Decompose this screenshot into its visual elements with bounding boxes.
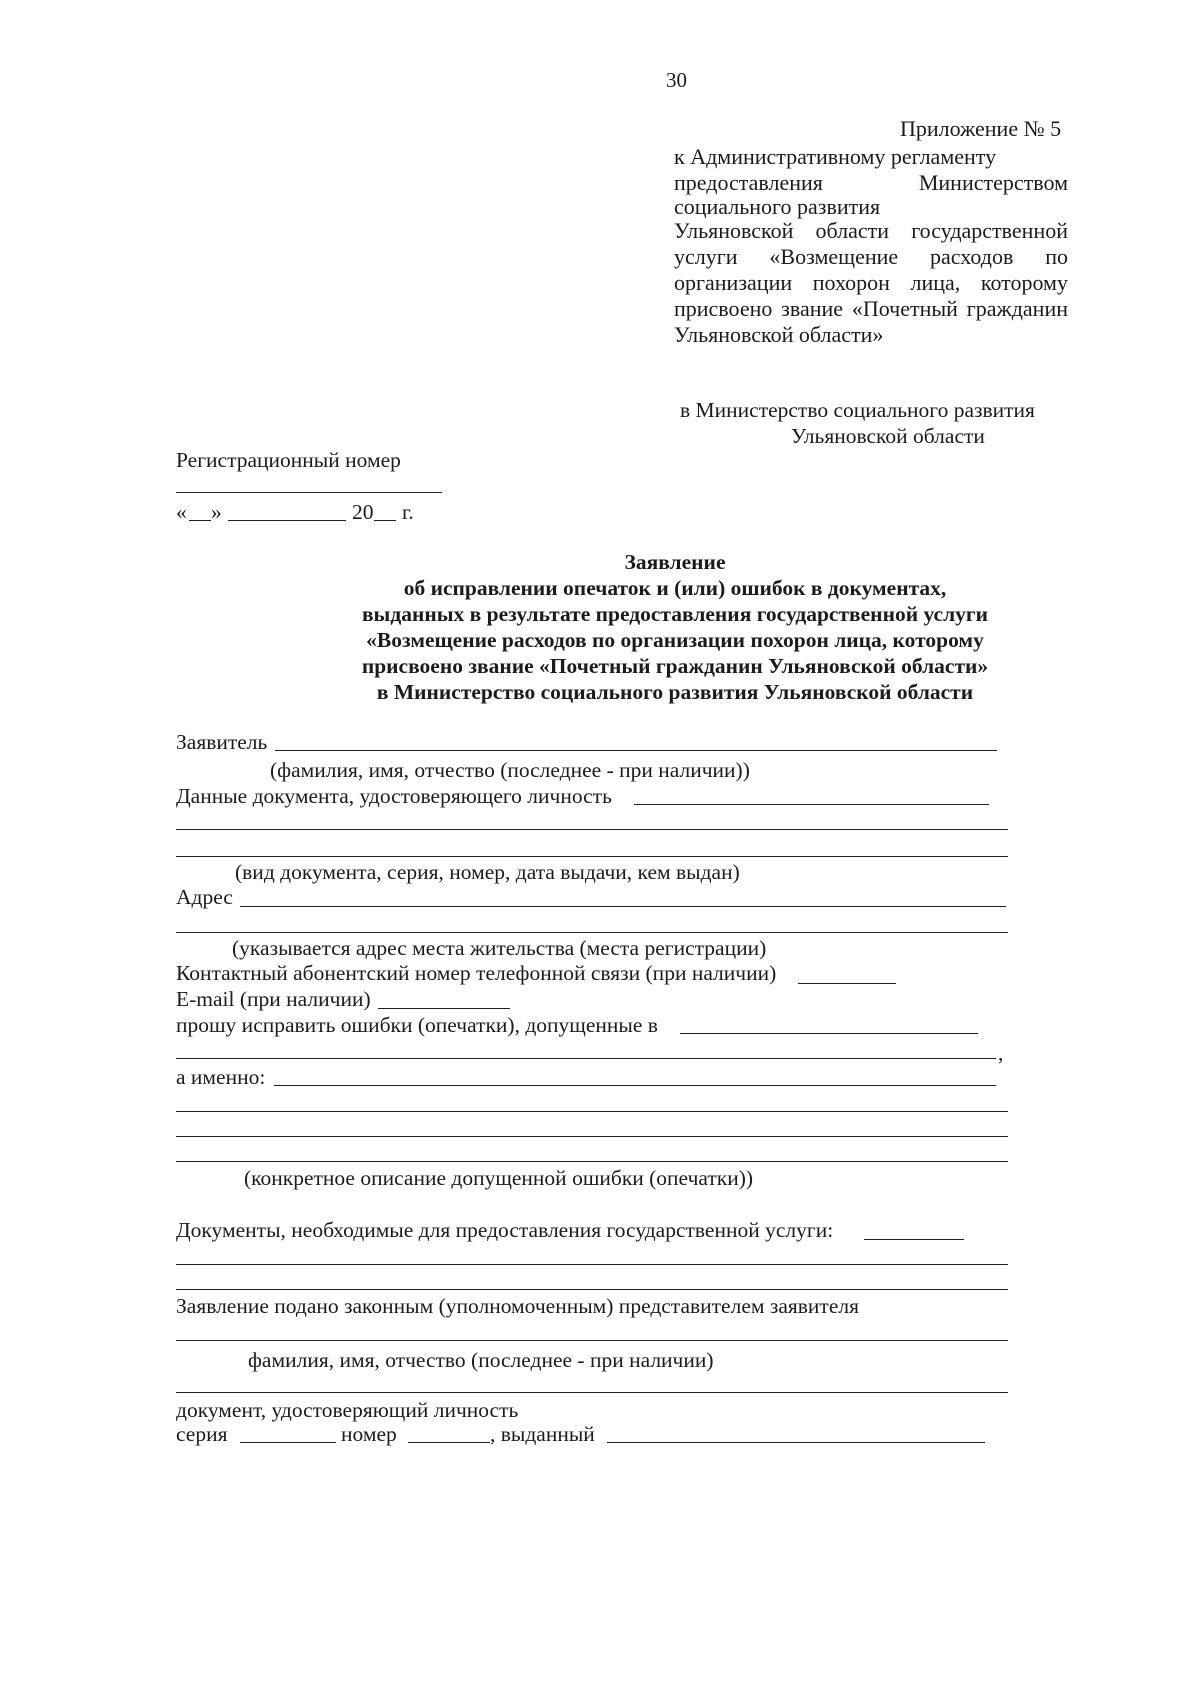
document-subtitle-line: в Министерство социального развития Ульяновской области	[376, 680, 974, 704]
documents-field[interactable]	[864, 1239, 964, 1240]
email-field[interactable]	[378, 1008, 510, 1009]
namely-field-line[interactable]	[176, 1161, 1008, 1162]
date-year-field[interactable]	[374, 520, 396, 521]
correction-label: прошу исправить ошибки (опечатки), допущенные в	[176, 1013, 658, 1037]
document-subtitle-line: присвоено звание «Почетный гражданин Ульяновской области»	[361, 654, 989, 678]
number-label: номер	[341, 1422, 397, 1446]
address-field[interactable]	[240, 906, 1006, 907]
address-label: Адрес	[176, 885, 233, 909]
document-subtitle-line: об исправлении опечаток и (или) ошибок в документах,	[403, 576, 947, 600]
phone-field[interactable]	[798, 983, 896, 984]
applicant-hint: (фамилия, имя, отчество (последнее - при наличии))	[270, 758, 750, 782]
id-doc-label: Данные документа, удостоверяющего личность	[176, 784, 612, 808]
appendix-title: Приложение № 5	[900, 116, 1062, 141]
document-title: Заявление	[624, 550, 726, 574]
email-label: E-mail (при наличии)	[176, 987, 371, 1011]
correction-doc-field-line[interactable]	[176, 1058, 996, 1059]
representative-name-field[interactable]	[176, 1340, 1008, 1341]
date-open-quote: «	[176, 500, 187, 524]
rep-id-doc-label: документ, удостоверяющий личность	[176, 1398, 519, 1422]
namely-field-line[interactable]	[176, 1111, 1008, 1112]
documents-field-line[interactable]	[176, 1289, 1008, 1290]
namely-label: а именно:	[176, 1065, 266, 1089]
document-subtitle-line: «Возмещение расходов по организации похорон лица, которому	[366, 628, 984, 652]
series-label: серия	[176, 1422, 228, 1446]
id-doc-hint: (вид документа, серия, номер, дата выдачи, кем выдан)	[235, 860, 740, 884]
addressee-line1: в Министерство социального развития	[680, 398, 1035, 422]
phone-label: Контактный абонентский номер телефонной связи (при наличии)	[176, 961, 777, 985]
error-hint: (конкретное описание допущенной ошибки (опечатки))	[244, 1166, 754, 1190]
address-field-line[interactable]	[176, 932, 1008, 933]
issued-by-field[interactable]	[607, 1442, 985, 1443]
appendix-line: услуги «Возмещение расходов по	[674, 244, 1068, 269]
date-close-quote: »	[211, 500, 222, 524]
address-hint: (указывается адрес места жительства (места регистрации)	[232, 936, 767, 960]
namely-field[interactable]	[274, 1085, 996, 1086]
documents-label: Документы, необходимые для предоставления государственной услуги:	[176, 1218, 834, 1242]
registration-number-field[interactable]	[176, 492, 442, 493]
appendix-line: социального развития	[674, 194, 881, 219]
registration-label: Регистрационный номер	[176, 448, 401, 472]
id-doc-field-line[interactable]	[176, 829, 1008, 830]
id-doc-field[interactable]	[634, 804, 989, 805]
appendix-line: присвоено звание «Почетный гражданин	[674, 296, 1068, 321]
addressee-line2: Ульяновской области	[791, 424, 985, 448]
applicant-field[interactable]	[275, 750, 997, 751]
correction-doc-field[interactable]	[680, 1033, 978, 1034]
issued-label: , выданный	[490, 1422, 595, 1446]
appendix-line: Ульяновской области»	[674, 322, 884, 347]
representative-label: Заявление подано законным (уполномоченным) представителем заявителя	[176, 1294, 859, 1318]
document-subtitle-line: выданных в результате предоставления государственной услуги	[361, 602, 989, 626]
applicant-label: Заявитель	[176, 730, 268, 754]
appendix-line: организации похорон лица, которому	[674, 270, 1068, 295]
id-doc-field-line[interactable]	[176, 856, 1008, 857]
representative-hint: фамилия, имя, отчество (последнее - при наличии)	[248, 1348, 714, 1372]
date-day-field[interactable]	[189, 520, 211, 521]
trailing-comma: ,	[998, 1041, 1004, 1065]
namely-field-line[interactable]	[176, 1136, 1008, 1137]
documents-field-line[interactable]	[176, 1264, 1008, 1265]
date-month-field[interactable]	[228, 520, 346, 521]
page-number: 30	[666, 68, 687, 92]
date-year-suffix: г.	[402, 500, 414, 524]
appendix-line: предоставления Министерством	[674, 170, 1068, 195]
appendix-line: к Административному регламенту	[674, 144, 997, 169]
appendix-line: Ульяновской области государственной	[674, 218, 1068, 243]
date-year-prefix: 20	[352, 500, 374, 524]
series-field[interactable]	[240, 1442, 336, 1443]
number-field[interactable]	[408, 1442, 490, 1443]
representative-name-field-line[interactable]	[176, 1392, 1008, 1393]
